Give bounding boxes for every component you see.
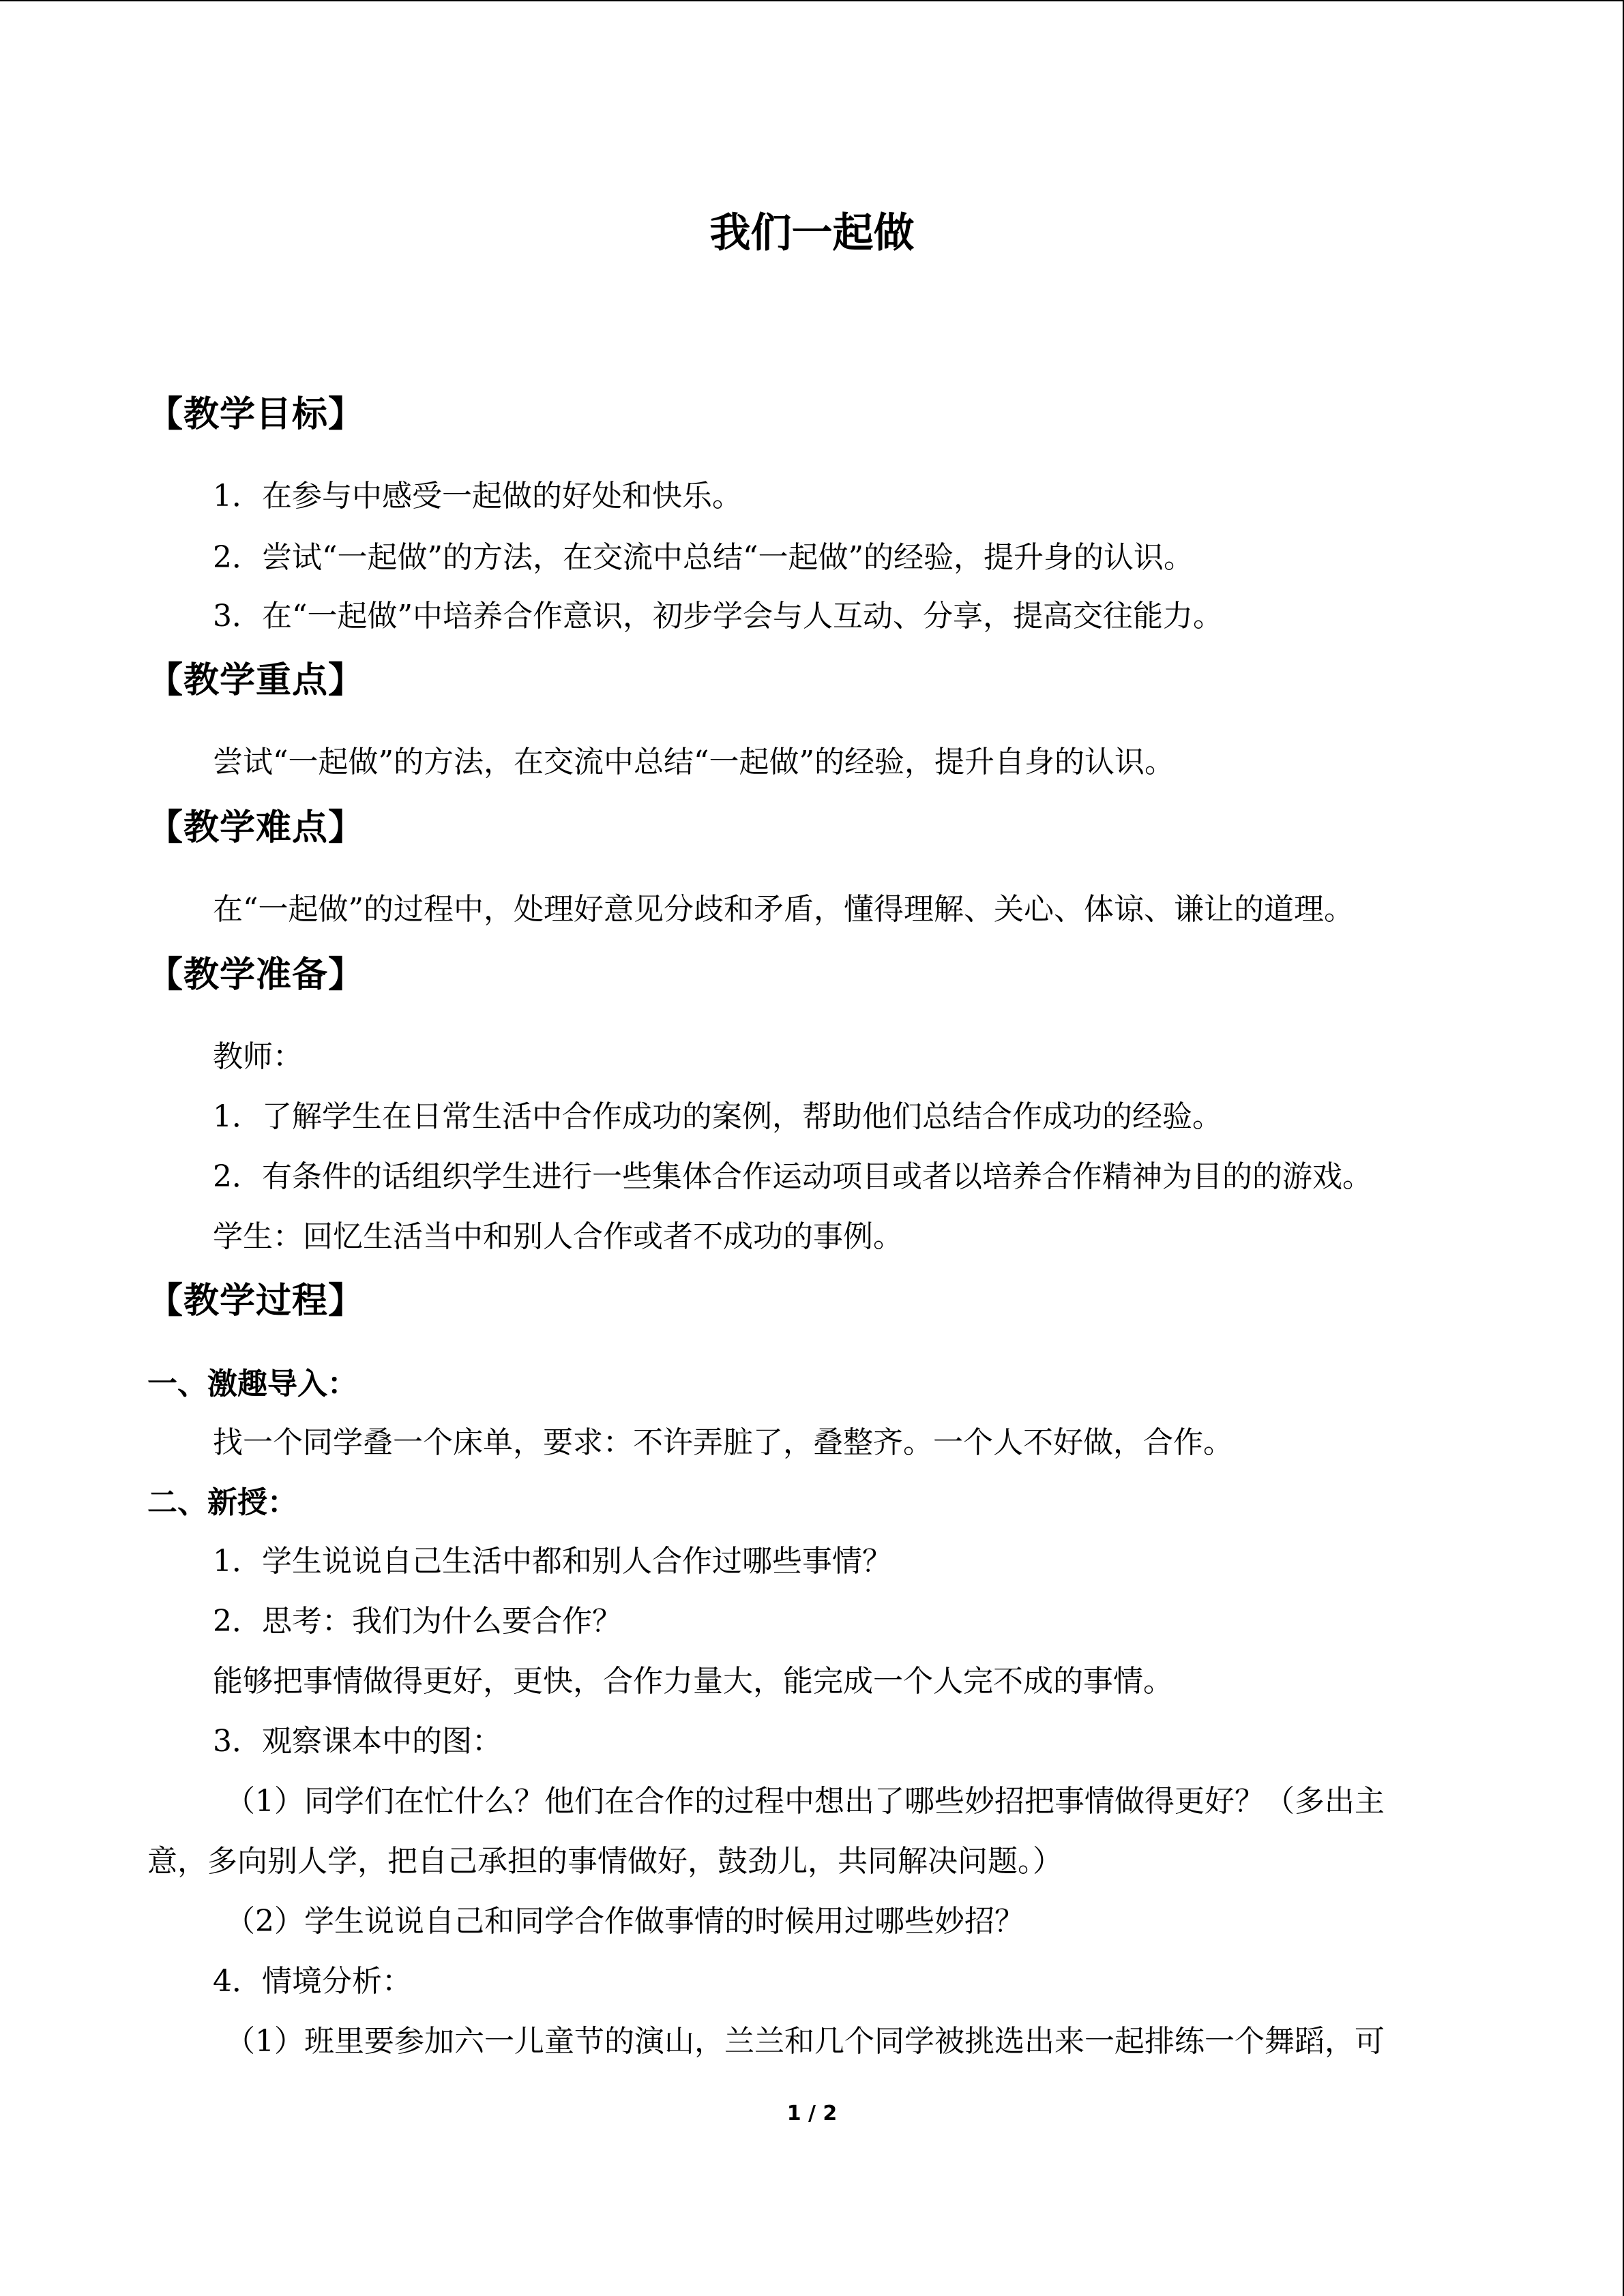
process-q2-answer: 能够把事情做得更好，更快，合作力量大，能完成一个人完不成的事情。 (213, 1664, 1173, 1699)
goal-item-3: 3．在“一起做”中培养合作意识，初步学会与人互动、分享，提高交往能力。 (213, 599, 1223, 633)
prep-item-2: 2．有条件的话组织学生进行一些集体合作运动项目或者以培养合作精神为目的的游戏。 (213, 1159, 1372, 1194)
process-q1: 1．学生说说自己生活中都和别人合作过哪些事情？ (213, 1544, 892, 1579)
process-q4: 4．情境分析： (213, 1964, 412, 1999)
page-number: 1 / 2 (786, 2102, 838, 2126)
key-point-text: 尝试“一起做”的方法，在交流中总结“一起做”的经验，提升自身的认识。 (213, 745, 1175, 779)
prep-item-1: 1．了解学生在日常生活中合作成功的案例，帮助他们总结合作成功的经验。 (213, 1099, 1222, 1134)
page-title: 我们一起做 (709, 209, 915, 257)
goal-item-1: 1．在参与中感受一起做的好处和快乐。 (213, 479, 742, 513)
process-part2-title: 二、新授： (147, 1485, 297, 1520)
section-heading-goals: 【教学目标】 (147, 394, 365, 435)
goal-item-2: 2．尝试“一起做”的方法，在交流中总结“一起做”的经验，提升身的认识。 (213, 540, 1194, 575)
process-q2: 2．思考：我们为什么要合作？ (213, 1604, 622, 1639)
prep-student: 学生：回忆生活当中和别人合作或者不成功的事例。 (213, 1219, 903, 1254)
section-heading-process: 【教学过程】 (147, 1281, 365, 1322)
process-part1-title: 一、激趣导入： (147, 1367, 357, 1401)
prep-teacher-label: 教师： (213, 1039, 303, 1074)
process-part1-text: 找一个同学叠一个床单，要求：不许弄脏了，叠整齐。一个人不好做，合作。 (213, 1425, 1233, 1460)
process-q3: 3．观察课本中的图： (213, 1724, 502, 1759)
process-q3-1-line2: 意，多向别人学，把自己承担的事情做好，鼓劲儿，共同解决问题。） (147, 1844, 1063, 1879)
process-q4-1: （1）班里要参加六一儿童节的演山，兰兰和几个同学被挑选出来一起排练一个舞蹈，可 (225, 2024, 1385, 2059)
process-q3-1-line1: （1）同学们在忙什么？他们在合作的过程中想出了哪些妙招把事情做得更好？（多出主 (225, 1784, 1385, 1819)
difficulty-text: 在“一起做”的过程中，处理好意见分歧和矛盾，懂得理解、关心、体谅、谦让的道理。 (213, 892, 1354, 927)
section-heading-prep: 【教学准备】 (147, 955, 365, 996)
section-heading-difficulty: 【教学难点】 (147, 807, 365, 848)
process-q3-2: （2）学生说说自己和同学合作做事情的时候用过哪些妙招？ (225, 1904, 1024, 1939)
section-heading-key: 【教学重点】 (147, 660, 365, 701)
